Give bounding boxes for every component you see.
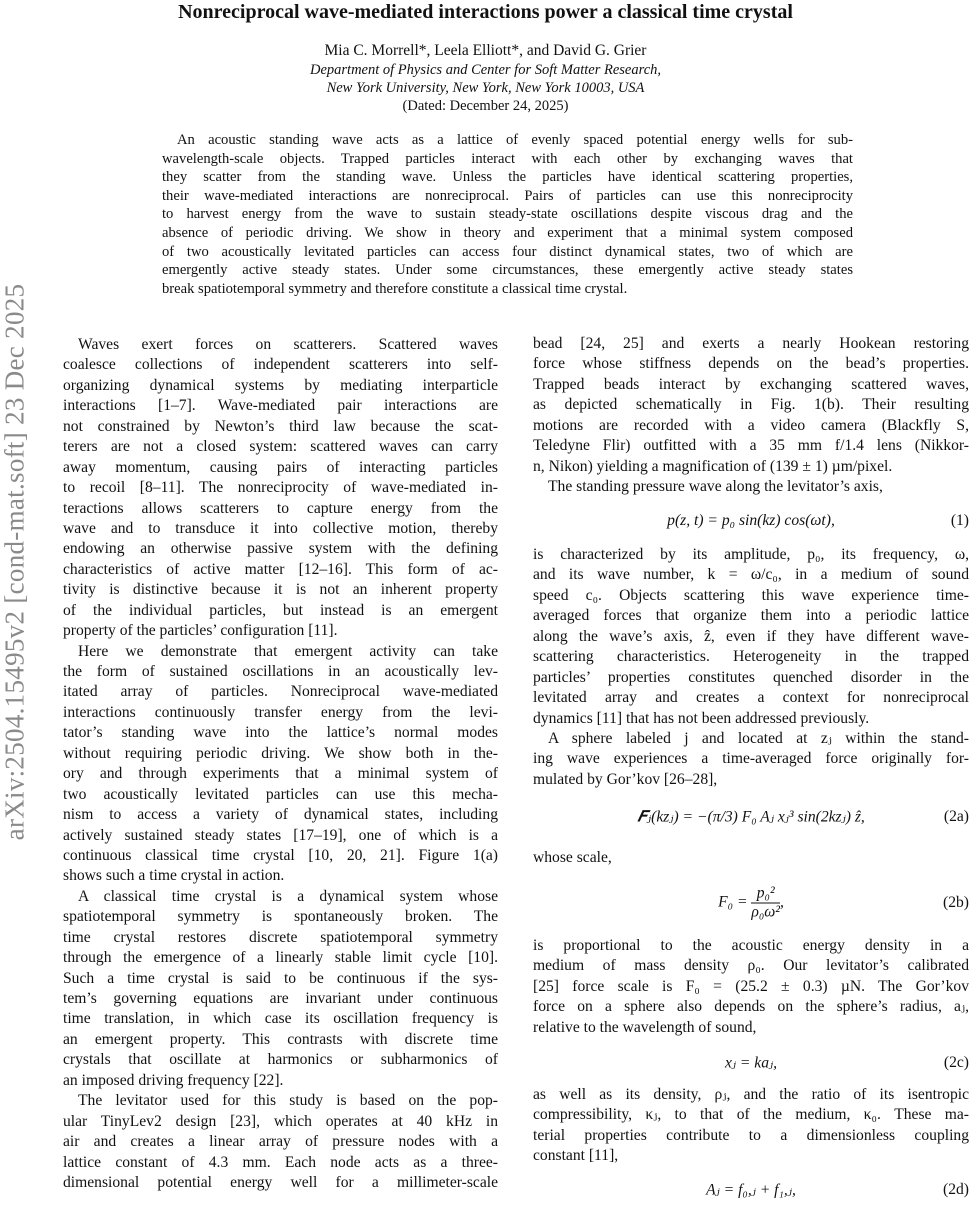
text-line: as depicted schematically in Fig. 1(b). Their resulting [533, 396, 969, 414]
abstract-line: of two acoustically levitated particles can access four distinct dynamical states, two of which are [162, 243, 853, 260]
paragraph [63, 335, 498, 642]
text-line: Trapped beads interact by exchanging scattered waves, [533, 375, 969, 393]
text-line: of the individual particles, but instead is an emergent [63, 601, 498, 619]
author-list: Mia C. Morrell*, Leela Elliott*, and David G. Grier [324, 42, 647, 59]
text-line: endowing an otherwise passive system with the defining [63, 540, 498, 558]
text-line: levitated array and creates a context for nonreciprocal [533, 689, 969, 707]
text-line: is characterized by its amplitude, p₀, its frequency, ω, [533, 546, 969, 563]
paragraph [63, 642, 498, 887]
text-line: as well as its density, ρⱼ, and the ratio of its isentropic [533, 1086, 969, 1103]
text-line: motions are recorded with a video camera (Blackfly S, [533, 416, 969, 434]
equation-number: (2a) [943, 808, 969, 825]
paragraph [533, 1085, 969, 1167]
text-line: compressibility, κⱼ, to that of the medium, κ₀. These ma- [533, 1106, 969, 1124]
equation-number: (2b) [943, 894, 969, 911]
text-line: Teledyne Flir) outfitted with a 35 mm f/1.4 lens (Nikkor- [533, 437, 969, 455]
text-line: tem’s governing equations are invariant under continuous [63, 990, 498, 1007]
text-line: whose scale, [533, 849, 612, 866]
text-line: tivity is distinctive because it is not an inherent property [63, 581, 498, 599]
fraction-numerator: p₀² [751, 885, 780, 904]
text-line: force whose stiffness depends on the bead’s properties. [533, 355, 969, 373]
text-line: lattice constant of 4.3 mm. Each node acts as a three- [63, 1153, 498, 1171]
text-line: Such a time crystal is said to be continuous if the sys- [63, 969, 498, 987]
equation-body: p(z, t) = p₀ sin(kz) cos(ωt), [667, 512, 835, 529]
equation-body [533, 885, 969, 922]
left-column-body [63, 335, 498, 1193]
text-line: along the wave’s axis, ẑ, even if they have different wave- [533, 627, 969, 645]
text-line: shows such a time crystal in action. [63, 867, 285, 885]
text-line: nism to access a variety of dynamical states, including [63, 806, 498, 824]
paragraph [533, 936, 969, 1038]
right-column-paragraphs [533, 545, 969, 790]
text-line: interactions [1–7]. Wave-mediated pair interactions are [63, 397, 498, 415]
affiliation-line: New York University, New York, New York 10003, USA [326, 80, 645, 96]
abstract-line: they scatter from the standing wave. Unless the particles have identical scattering properties, [162, 169, 853, 186]
text-line: wave and to transduce it into collective motion, thereby [63, 519, 498, 537]
text-line: ing wave experiences a time-averaged force originally for- [533, 750, 969, 768]
equation-tail: , [779, 893, 784, 911]
paragraph [533, 334, 969, 477]
text-line: time translation, in which case its oscillation frequency is [63, 1010, 498, 1028]
equation-lhs: F₀ = [718, 893, 748, 911]
affiliation-line: Department of Physics and Center for Soft Matter Research, [309, 62, 662, 78]
text-line: dimensional potential energy well for a millimeter-scale [63, 1173, 498, 1191]
right-column-paragraphs [533, 936, 969, 1038]
text-line: terial properties contribute to a dimensionless coupling [533, 1126, 969, 1144]
text-line: the form of sustained oscillations in an acoustically lev- [63, 663, 498, 680]
equation-number: (2d) [943, 1181, 969, 1198]
abstract-line: to harvest energy from the wave to sustain steady-state oscillations despite viscous drag and the [162, 206, 853, 223]
paragraph [63, 887, 498, 1091]
text-line: itated array of particles. Nonreciprocal wave-mediated [63, 683, 498, 701]
paragraph [533, 545, 969, 729]
equation-number: (1) [950, 512, 969, 529]
text-line: without requiring periodic driving. We show both in the- [63, 744, 498, 762]
equation-body: Aⱼ = f₀,ⱼ + f₁,ⱼ, [706, 1181, 796, 1199]
equation-2b [533, 883, 969, 923]
text-line: bead [24, 25] and exerts a nearly Hookean restoring [533, 335, 969, 352]
text-line: A sphere labeled j and located at zⱼ within the stand- [548, 729, 969, 747]
fraction-denominator: ρ₀ω² [751, 903, 780, 921]
text-line: Waves exert forces on scatterers. Scattered waves [78, 336, 498, 353]
equation-2d [533, 1175, 969, 1205]
abstract [162, 131, 853, 298]
text-line: relative to the wavelength of sound, [533, 1018, 757, 1036]
text-line: terers are not a closed system: scattered waves can carry [63, 438, 498, 456]
text-line: crystals that oscillate at harmonics or subharmonics of [63, 1051, 498, 1069]
text-line: ory and through experiments that a minimal system of [63, 765, 498, 783]
abstract-line: absence of periodic driving. We show in theory and experiment that a minimal system composed [162, 224, 853, 241]
equation-number: (2c) [943, 1054, 969, 1071]
abstract-line: An acoustic standing wave acts as a lattice of evenly spaced potential energy wells for sub- [177, 132, 853, 148]
whose-scale-text [533, 848, 969, 868]
abstract-line: their wave-mediated interactions are nonreciprocal. Pairs of particles can use this nonreciprocity [162, 187, 853, 204]
text-line: is proportional to the acoustic energy density in a [533, 937, 969, 954]
text-line: to recoil [8–11]. The nonreciprocity of wave-mediated in- [63, 479, 498, 497]
paper-title: Nonreciprocal wave-mediated interactions power a classical time crystal [178, 1, 793, 23]
text-line: characteristics of active matter [12–16]. This form of ac- [63, 560, 498, 578]
text-line: away momentum, causing pairs of interacting particles [63, 458, 498, 476]
equation-1 [533, 506, 969, 536]
paragraph [533, 729, 969, 790]
text-line: continuous classical time crystal [10, 20, 21]. Figure 1(a) [63, 846, 498, 864]
arxiv-identifier-sidebar: arXiv:2504.15495v2 [cond-mat.soft] 23 Dec 2025 [0, 283, 30, 841]
equation-body: xⱼ = kaⱼ, [724, 1054, 778, 1072]
text-line: an emergent property. This contrasts with discrete time [63, 1030, 498, 1048]
text-line: organizing dynamical systems by mediating interparticle [63, 376, 498, 394]
text-line: tator’s standing wave into the lattice’s normal modes [63, 724, 498, 742]
text-line: medium of mass density ρ₀. Our levitator’s calibrated [533, 957, 969, 975]
text-line: teractions allows scatterers to capture energy from the [63, 499, 498, 517]
paragraph [533, 477, 969, 497]
text-line: n, Nikon) yielding a magnification of (139 ± 1) µm/pixel. [533, 457, 893, 475]
text-line: not constrained by Newton’s third law because the scat- [63, 417, 498, 435]
text-line: spatiotemporal symmetry is spontaneously broken. The [63, 908, 498, 926]
text-line: interactions continuously transfer energy from the levi- [63, 703, 498, 721]
date-line: (Dated: December 24, 2025) [402, 98, 569, 114]
text-line: A classical time crystal is a dynamical system whose [78, 887, 498, 905]
text-line: coalesce collections of independent scatterers into self- [63, 356, 498, 374]
abstract-line: wavelength-scale objects. Trapped particles interact with each other by exchanging waves that [162, 150, 853, 167]
text-line: speed c₀. Objects scattering this wave experience time- [533, 586, 969, 604]
text-line: time crystal restores discrete spatiotemporal symmetry [63, 928, 498, 946]
right-column-paragraphs [533, 334, 969, 498]
equation-body: 𝑭ⱼ(kzⱼ) = −(π/3) F₀ Aⱼ xⱼ³ sin(2kzⱼ) ẑ, [637, 808, 865, 826]
text-line: through the emergence of a linearly stable limit cycle [10]. [63, 949, 498, 967]
text-line: averaged forces that organize them into a periodic lattice [533, 607, 969, 625]
text-line: mulated by Gor’kov [26–28], [533, 770, 718, 788]
text-line: an imposed driving frequency [22]. [63, 1071, 284, 1089]
text-line: property of the particles’ configuration [11]. [63, 622, 338, 640]
text-line: force on a sphere also depends on the sphere’s radius, aⱼ, [533, 998, 969, 1016]
text-line: [25] force scale is F₀ = (25.2 ± 0.3) µN. The Gor’kov [533, 977, 969, 995]
equation-2c [533, 1048, 969, 1078]
text-line: air and creates a linear array of pressure nodes with a [63, 1133, 498, 1151]
text-line: ular TinyLev2 design [23], which operates at 40 kHz in [63, 1112, 498, 1130]
text-line: constant [11], [533, 1147, 619, 1165]
equation-2a [533, 802, 969, 832]
fraction [751, 885, 780, 922]
text-line: scattering characteristics. Heterogeneity in the trapped [533, 648, 969, 666]
right-column-paragraphs [533, 1085, 969, 1167]
text-line: dynamics [11] that has not been addressed previously. [533, 709, 870, 727]
text-line: actively sustained steady states [17–19], one of which is a [63, 826, 498, 844]
text-line: Here we demonstrate that emergent activity can take [78, 642, 498, 660]
text-line: two acoustically levitated particles can use this mecha- [63, 785, 498, 803]
abstract-line: break spatiotemporal symmetry and therefore constitute a classical time crystal. [162, 280, 628, 297]
text-line: The standing pressure wave along the levitator’s axis, [548, 478, 883, 496]
text-line: The levitator used for this study is based on the pop- [78, 1092, 498, 1110]
text-line: particles’ properties constitutes quenched disorder in the [533, 668, 969, 686]
abstract-line: emergently active steady states. Under some circumstances, these emergently active steady states [162, 262, 853, 279]
text-line: and its wave number, k = ω/c₀, in a medium of sound [533, 566, 969, 584]
paragraph [63, 1091, 498, 1193]
